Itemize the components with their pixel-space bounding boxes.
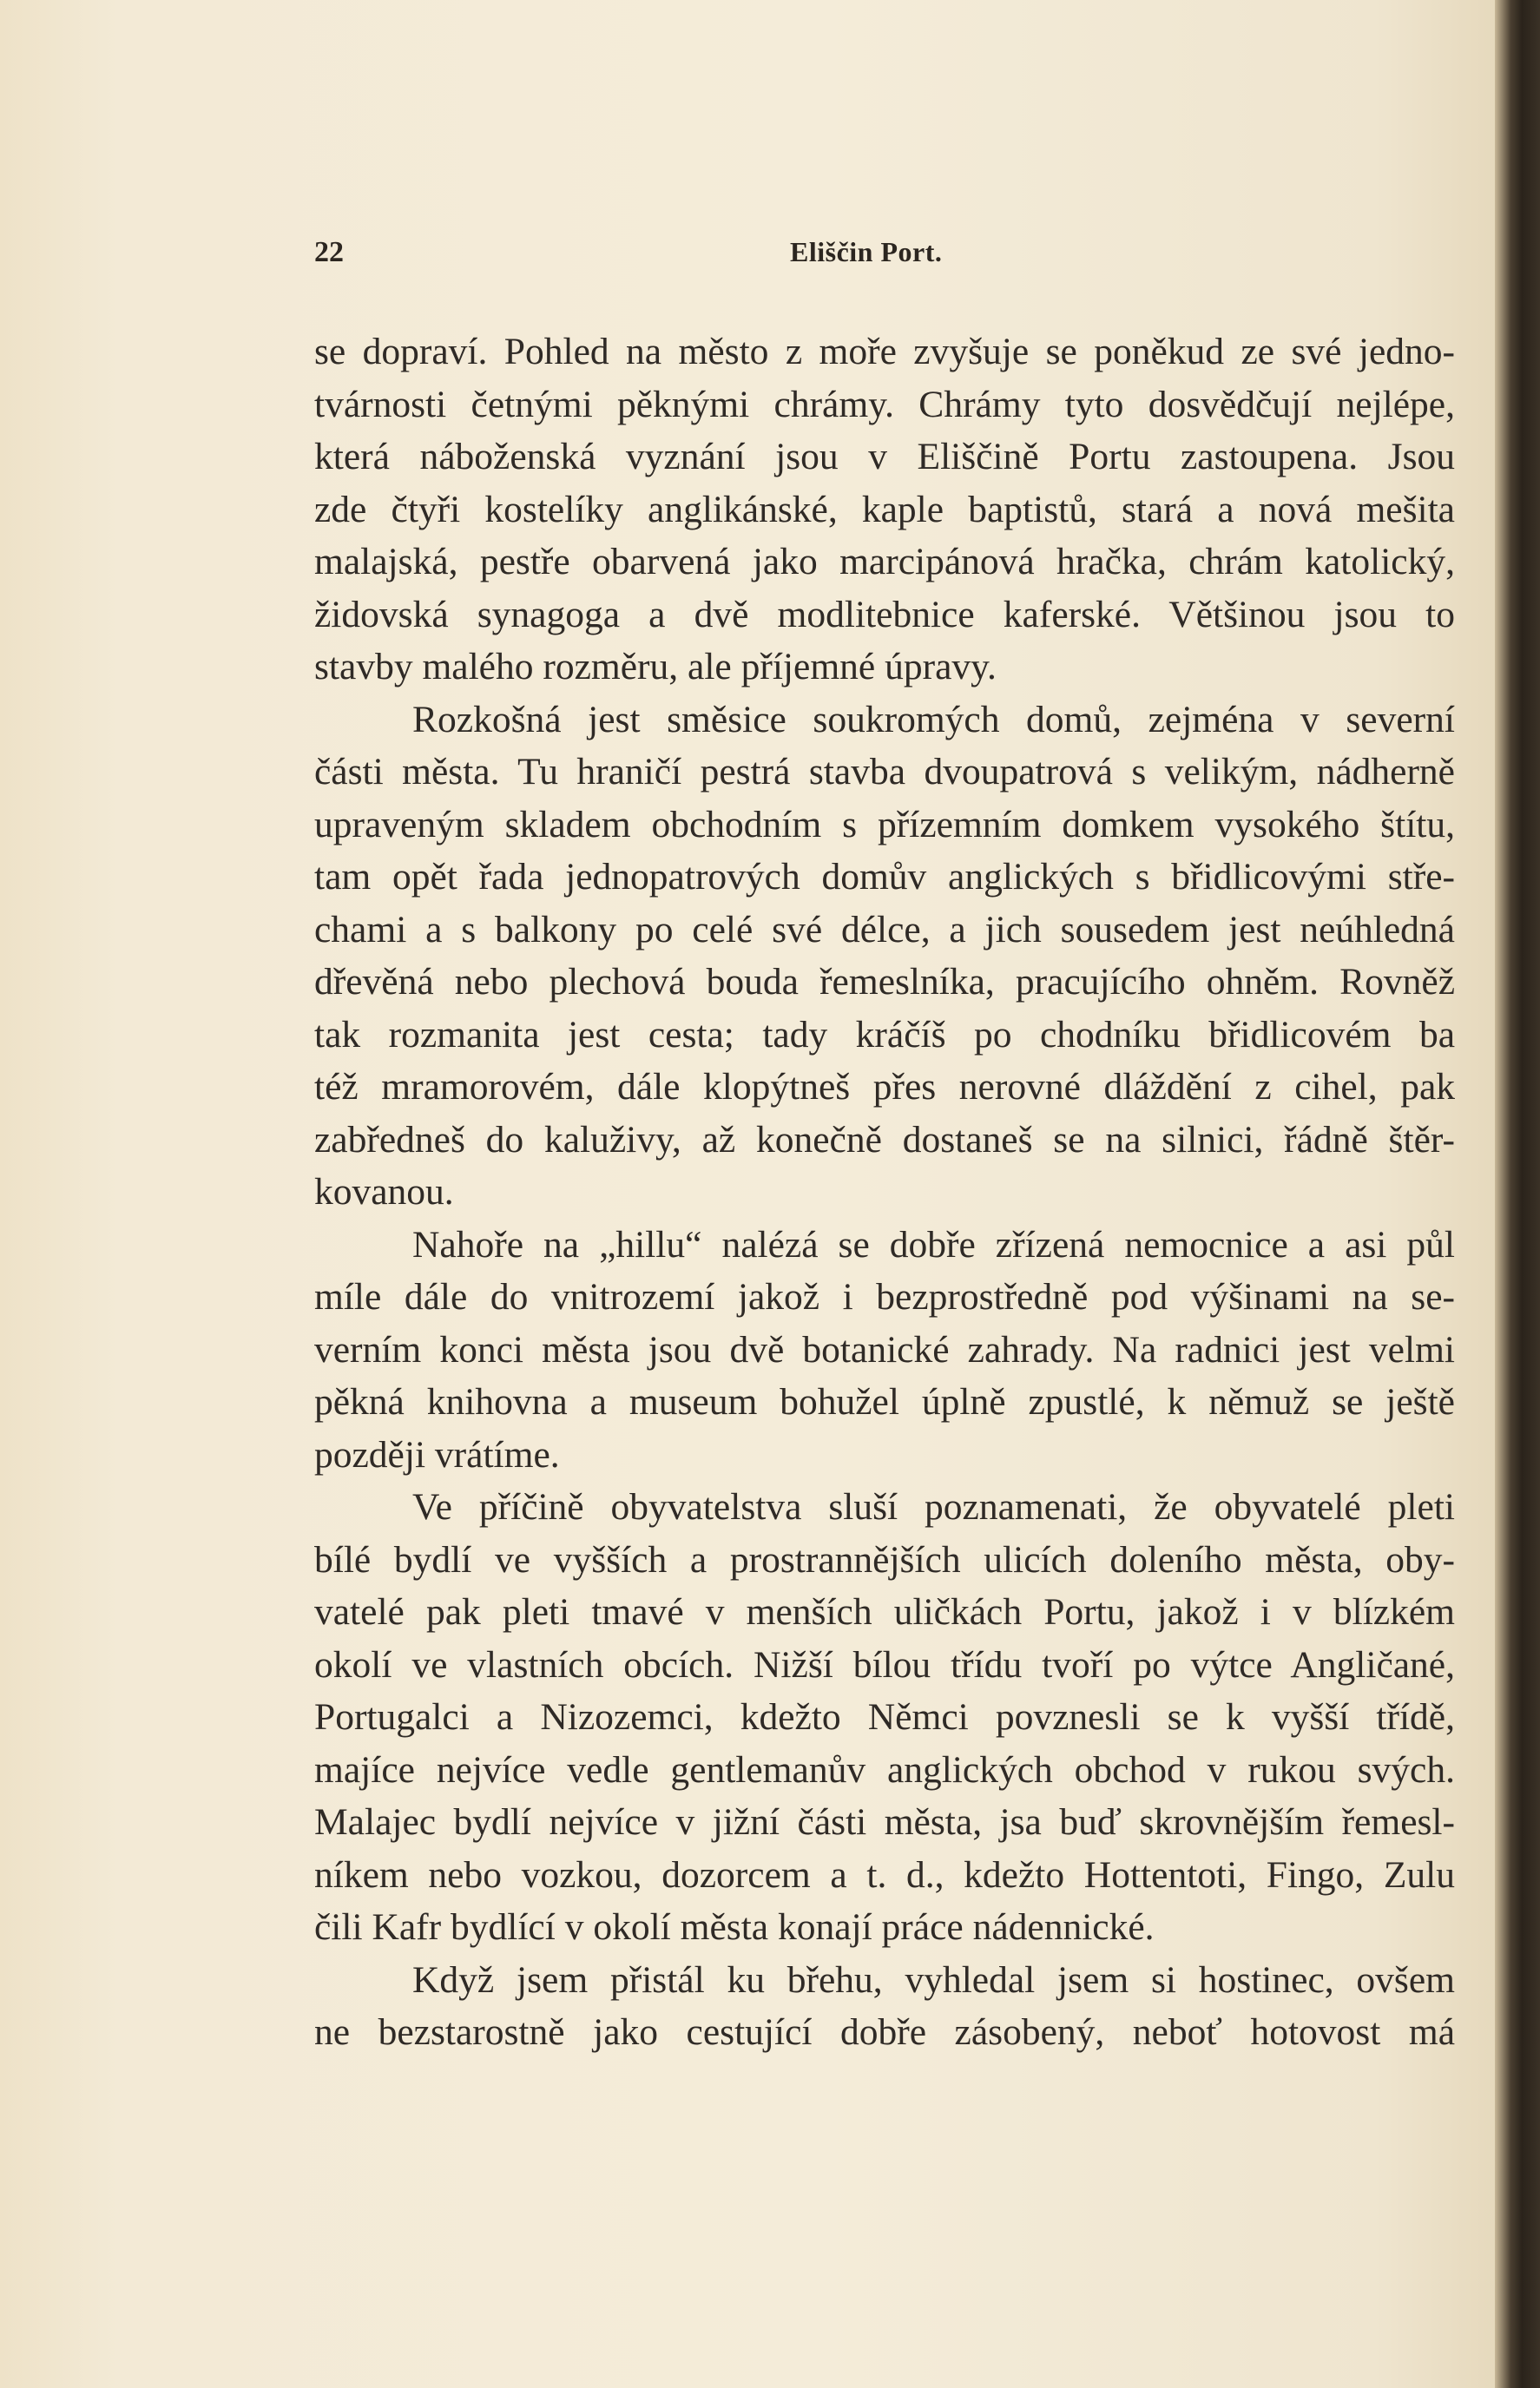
text-line: čili Kafr bydlící v okolí města konají práce nádennické.: [314, 1906, 1155, 1948]
text-line: zde čtyři kostelíky anglikánské, kaple baptistů, stará a nová mešita: [314, 488, 1455, 530]
running-head: [314, 236, 1287, 280]
text-line: židovská synagoga a dvě modlitebnice kaferské. Většinou jsou to: [314, 593, 1455, 635]
text-line: zabředneš do kaluživy, až konečně dostaneš se na silnici, řádně štěr-: [314, 1118, 1455, 1161]
text-line: pěkná knihovna a museum bohužel úplně zpustlé, k němuž se ještě: [314, 1381, 1455, 1423]
text-line: kovanou.: [314, 1171, 454, 1213]
text-line: též mramorovém, dále klopýtneš přes nerovné dláždění z cihel, pak: [314, 1066, 1455, 1108]
text-line: Ve příčině obyvatelstva sluší poznamenati, že obyvatelé pleti: [412, 1486, 1455, 1528]
text-line: tam opět řada jednopatrových domův anglických s břidlicovými stře-: [314, 856, 1455, 898]
text-line: ne bezstarostně jako cestující dobře zásobený, neboť hotovost má: [314, 2011, 1455, 2053]
text-line: níkem nebo vozkou, dozorcem a t. d., kdežto Hottentoti, Fingo, Zulu: [314, 1853, 1455, 1896]
text-line: která náboženská vyznání jsou v Eliščině Portu zastoupena. Jsou: [314, 436, 1455, 477]
book-spine-edge: [1495, 0, 1540, 2388]
text-line: malajská, pestře obarvená jako marcipánová hračka, chrám katolický,: [314, 541, 1455, 582]
text-line: upraveným skladem obchodním s přízemním domkem vysokého štítu,: [314, 803, 1455, 845]
text-line: majíce nejvíce vedle gentlemanův anglických obchod v rukou svých.: [314, 1748, 1455, 1791]
text-line: vatelé pak pleti tmavé v menších uličkách Portu, jakož i v blízkém: [314, 1591, 1455, 1633]
text-line: se dopraví. Pohled na město z moře zvyšuje se poněkud ze své jedno-: [314, 331, 1455, 372]
text-line: stavby malého rozměru, ale příjemné úpravy.: [314, 646, 997, 687]
paragraph: [314, 1219, 1455, 1482]
text-line: verním konci města jsou dvě botanické zahrady. Na radnici jest velmi: [314, 1328, 1455, 1371]
text-line: dřevěná nebo plechová bouda řemeslníka, pracujícího ohněm. Rovněž: [314, 961, 1455, 1003]
text-line: tvárnosti četnými pěknými chrámy. Chrámy tyto dosvědčují nejlépe,: [314, 383, 1455, 425]
text-line: později vrátíme.: [314, 1433, 560, 1476]
text-line: okolí ve vlastních obcích. Nižší bílou třídu tvoří po výtce Angličané,: [314, 1643, 1455, 1686]
text-line: tak rozmanita jest cesta; tady kráčíš po chodníku břidlicovém ba: [314, 1013, 1455, 1056]
text-line: míle dále do vnitrozemí jakož i bezprostředně pod výšinami na se-: [314, 1276, 1455, 1318]
text-line: Portugalci a Nizozemci, kdežto Němci povznesli se k vyšší třídě,: [314, 1696, 1455, 1738]
paragraph: [314, 694, 1455, 1219]
text-line: Rozkošná jest směsice soukromých domů, zejména v severní: [412, 698, 1455, 740]
text-line: Malajec bydlí nejvíce v jižní části města, jsa buď skrovnějším řemesl-: [314, 1801, 1455, 1843]
text-line: chami a s balkony po celé své délce, a jich sousedem jest neúhledná: [314, 908, 1455, 951]
text-line: Nahoře na „hillu“ nalézá se dobře zřízená nemocnice a asi půl: [412, 1223, 1455, 1266]
body-text: [314, 326, 1455, 2059]
text-line: bílé bydlí ve vyšších a prostrannějších ulicích doleního města, oby-: [314, 1538, 1455, 1581]
paragraph: [314, 326, 1455, 694]
text-line: části města. Tu hraničí pestrá stavba dvoupatrová s velikým, nádherně: [314, 751, 1455, 793]
running-title: Eliščin Port.: [790, 236, 943, 267]
paragraph: [314, 1954, 1455, 2059]
paragraph: [314, 1481, 1455, 1954]
text-line: Když jsem přistál ku břehu, vyhledal jsem si hostinec, ovšem: [412, 1958, 1455, 2001]
page-number: 22: [314, 236, 344, 268]
